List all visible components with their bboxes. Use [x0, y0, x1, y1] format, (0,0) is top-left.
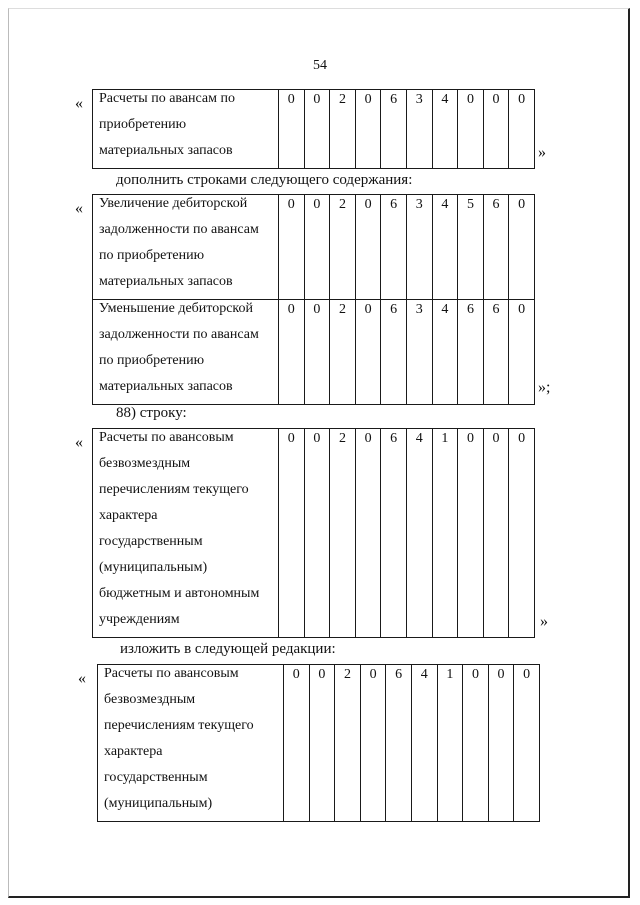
- row-name: [98, 665, 284, 822]
- code-digit: 3: [406, 195, 432, 300]
- code-digit: 4: [432, 195, 458, 300]
- name-line: (муниципальным): [104, 796, 213, 811]
- code-digit: 5: [458, 195, 484, 300]
- code-digit: 0: [284, 665, 310, 822]
- name-line: государственным: [104, 770, 208, 785]
- code-digit: 0: [355, 429, 381, 638]
- name-line: Уменьшение дебиторской: [99, 301, 254, 316]
- code-digit: 1: [437, 665, 463, 822]
- code-table-3: [92, 428, 535, 638]
- close-quote-semicolon: »;: [538, 379, 551, 396]
- code-digit: 4: [406, 429, 432, 638]
- row-name: [93, 195, 279, 300]
- code-table-1: [92, 89, 535, 169]
- code-digit: 0: [279, 429, 305, 638]
- code-digit: 0: [304, 429, 330, 638]
- name-line: Расчеты по авансам по: [99, 91, 236, 106]
- name-line: (муниципальным): [99, 560, 208, 575]
- code-digit: 4: [411, 665, 437, 822]
- name-line: безвозмездным: [99, 456, 191, 471]
- close-quote: »: [540, 613, 548, 630]
- code-digit: 0: [458, 90, 484, 169]
- open-quote: «: [78, 670, 86, 687]
- row-name: [93, 429, 279, 638]
- name-line: задолженности по авансам: [99, 222, 259, 237]
- paragraph-text: дополнить строками следующего содержания:: [116, 172, 413, 188]
- name-line: безвозмездным: [104, 692, 196, 707]
- name-line: учреждениям: [99, 612, 180, 627]
- code-digit: 0: [279, 90, 305, 169]
- code-digit: 0: [483, 90, 509, 169]
- name-line: Расчеты по авансовым: [99, 430, 234, 445]
- code-table-4: [97, 664, 540, 822]
- code-digit: 3: [406, 90, 432, 169]
- table-row: [93, 195, 535, 300]
- code-digit: 4: [432, 300, 458, 405]
- paragraph-text: 88) строку:: [116, 405, 187, 421]
- code-digit: 2: [330, 90, 356, 169]
- name-line: Расчеты по авансовым: [104, 666, 239, 681]
- table-row: [93, 90, 535, 169]
- name-line: приобретению: [99, 117, 187, 132]
- name-line: характера: [104, 744, 163, 759]
- name-line: по приобретению: [99, 353, 205, 368]
- name-line: материальных запасов: [99, 379, 233, 394]
- code-digit: 0: [279, 300, 305, 405]
- code-digit: 0: [463, 665, 489, 822]
- code-digit: 2: [335, 665, 361, 822]
- code-digit: 6: [483, 300, 509, 405]
- code-digit: 0: [509, 300, 535, 405]
- paragraph-text: изложить в следующей редакции:: [120, 641, 336, 657]
- code-digit: 2: [330, 195, 356, 300]
- name-line: Увеличение дебиторской: [99, 196, 248, 211]
- code-table-2: [92, 194, 535, 405]
- code-digit: 3: [406, 300, 432, 405]
- name-line: материальных запасов: [99, 143, 233, 158]
- row-name: [93, 90, 279, 169]
- open-quote: «: [75, 200, 83, 217]
- code-digit: 4: [432, 90, 458, 169]
- code-digit: 0: [458, 429, 484, 638]
- code-digit: 2: [330, 300, 356, 405]
- close-quote: »: [538, 144, 546, 161]
- name-line: перечислениям текущего: [99, 482, 249, 497]
- code-digit: 6: [381, 300, 407, 405]
- code-digit: 0: [355, 90, 381, 169]
- code-digit: 0: [355, 195, 381, 300]
- code-digit: 1: [432, 429, 458, 638]
- code-digit: 0: [514, 665, 540, 822]
- name-line: материальных запасов: [99, 274, 233, 289]
- code-digit: 0: [360, 665, 386, 822]
- code-digit: 0: [483, 429, 509, 638]
- code-digit: 6: [386, 665, 412, 822]
- code-digit: 0: [304, 90, 330, 169]
- page-number: 54: [313, 58, 327, 73]
- code-digit: 6: [381, 195, 407, 300]
- code-digit: 0: [304, 300, 330, 405]
- code-digit: 0: [509, 90, 535, 169]
- code-digit: 0: [509, 429, 535, 638]
- row-name: [93, 300, 279, 405]
- table-row: [98, 665, 540, 822]
- code-digit: 0: [509, 195, 535, 300]
- open-quote: «: [75, 434, 83, 451]
- code-digit: 0: [355, 300, 381, 405]
- table-row: [93, 300, 535, 405]
- code-digit: 0: [304, 195, 330, 300]
- name-line: перечислениям текущего: [104, 718, 254, 733]
- code-digit: 6: [483, 195, 509, 300]
- code-digit: 0: [309, 665, 335, 822]
- name-line: бюджетным и автономным: [99, 586, 260, 601]
- name-line: государственным: [99, 534, 203, 549]
- name-line: по приобретению: [99, 248, 205, 263]
- name-line: задолженности по авансам: [99, 327, 259, 342]
- code-digit: 2: [330, 429, 356, 638]
- name-line: характера: [99, 508, 158, 523]
- open-quote: «: [75, 95, 83, 112]
- code-digit: 0: [488, 665, 514, 822]
- table-row: [93, 429, 535, 638]
- code-digit: 6: [381, 429, 407, 638]
- code-digit: 6: [381, 90, 407, 169]
- code-digit: 6: [458, 300, 484, 405]
- code-digit: 0: [279, 195, 305, 300]
